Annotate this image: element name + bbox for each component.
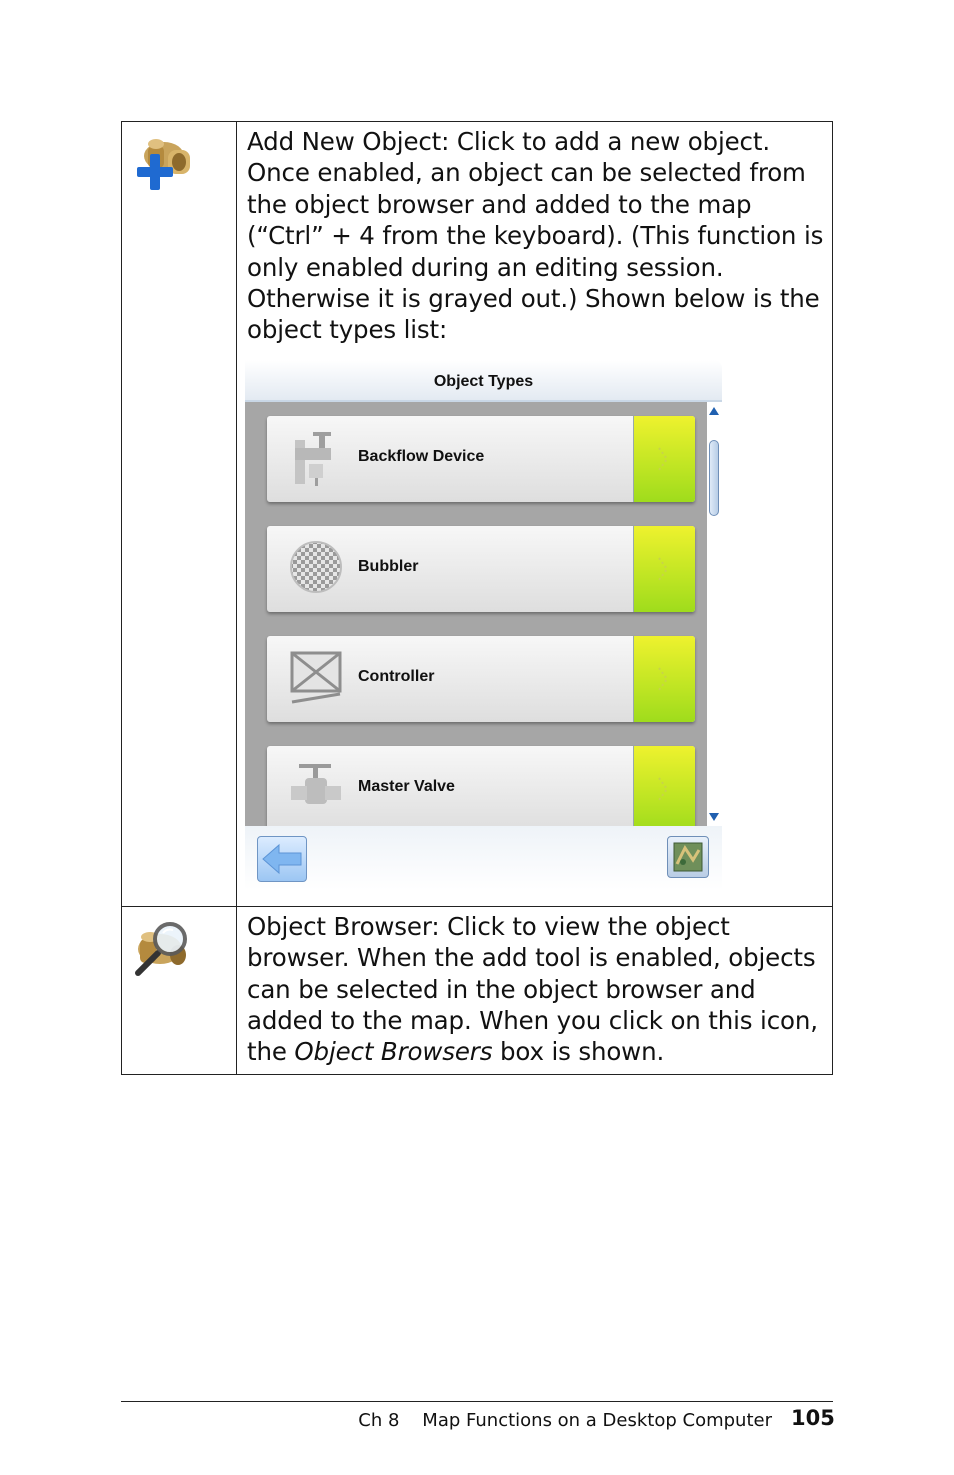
list-item-bubbler[interactable]	[267, 526, 695, 612]
go-button[interactable]	[633, 526, 695, 612]
bubbler-icon	[289, 540, 343, 594]
item-label: Backflow Device	[358, 447, 485, 465]
go-button[interactable]	[633, 746, 695, 826]
scroll-down-arrow-icon[interactable]	[709, 813, 719, 821]
page-number: 105	[791, 1406, 835, 1430]
map-icon	[673, 842, 703, 872]
panel-title: Object Types	[433, 372, 534, 390]
item-label: Controller	[358, 667, 435, 685]
object-browsers-emphasis: Object Browsers	[294, 1037, 493, 1067]
chevron-right-icon	[656, 446, 670, 472]
object-browser-icon	[134, 919, 196, 977]
icon-cell	[122, 906, 237, 1074]
panel-header	[245, 360, 722, 402]
list-item-backflow-device[interactable]	[267, 416, 695, 502]
chevron-right-icon	[656, 776, 670, 802]
icon-cell	[122, 122, 237, 907]
back-arrow-icon	[261, 843, 303, 875]
tools-table	[121, 121, 833, 1075]
backflow-device-icon	[289, 430, 341, 486]
vertical-scrollbar[interactable]	[707, 402, 722, 826]
object-browser-description	[247, 911, 824, 1068]
back-button[interactable]	[257, 836, 307, 882]
map-button[interactable]	[667, 836, 709, 878]
table-row	[122, 122, 833, 907]
description-cell	[237, 906, 833, 1074]
item-label: Bubbler	[358, 557, 419, 575]
item-label: Master Valve	[358, 777, 455, 795]
object-types-list[interactable]	[245, 402, 707, 826]
object-types-panel	[245, 360, 722, 890]
list-item-controller[interactable]	[267, 636, 695, 722]
description-text: Object Browser: Click to view the object browser. When the add tool is enabled, objects can be selected in the object browser and added to the map. When you click on this icon, the	[247, 911, 818, 1067]
table-row	[122, 906, 833, 1074]
go-button[interactable]	[633, 416, 695, 502]
page-footer	[358, 1410, 772, 1431]
chevron-right-icon	[656, 666, 670, 692]
add-new-object-description: Add New Object: Click to add a new object. Once enabled, an object can be selected from the object browser and added to the map (“Ctrl” + 4 from the keyboard). (This function is only enabled during an editing session. Otherwise it is grayed out.) Shown below is the object types list:	[247, 127, 824, 345]
description-text-end: box is shown.	[492, 1037, 665, 1067]
go-button[interactable]	[633, 636, 695, 722]
scroll-up-arrow-icon[interactable]	[709, 407, 719, 415]
master-valve-icon	[289, 760, 345, 814]
chevron-right-icon	[656, 556, 670, 582]
controller-icon	[289, 650, 345, 706]
footer-section: Map Functions on a Desktop Computer	[422, 1410, 772, 1431]
list-item-master-valve[interactable]	[267, 746, 695, 826]
description-cell	[237, 122, 833, 907]
footer-rule	[121, 1401, 833, 1402]
panel-footer	[245, 826, 722, 890]
add-object-icon	[134, 134, 196, 192]
scroll-thumb[interactable]	[709, 440, 719, 516]
footer-chapter: Ch 8	[358, 1410, 400, 1431]
